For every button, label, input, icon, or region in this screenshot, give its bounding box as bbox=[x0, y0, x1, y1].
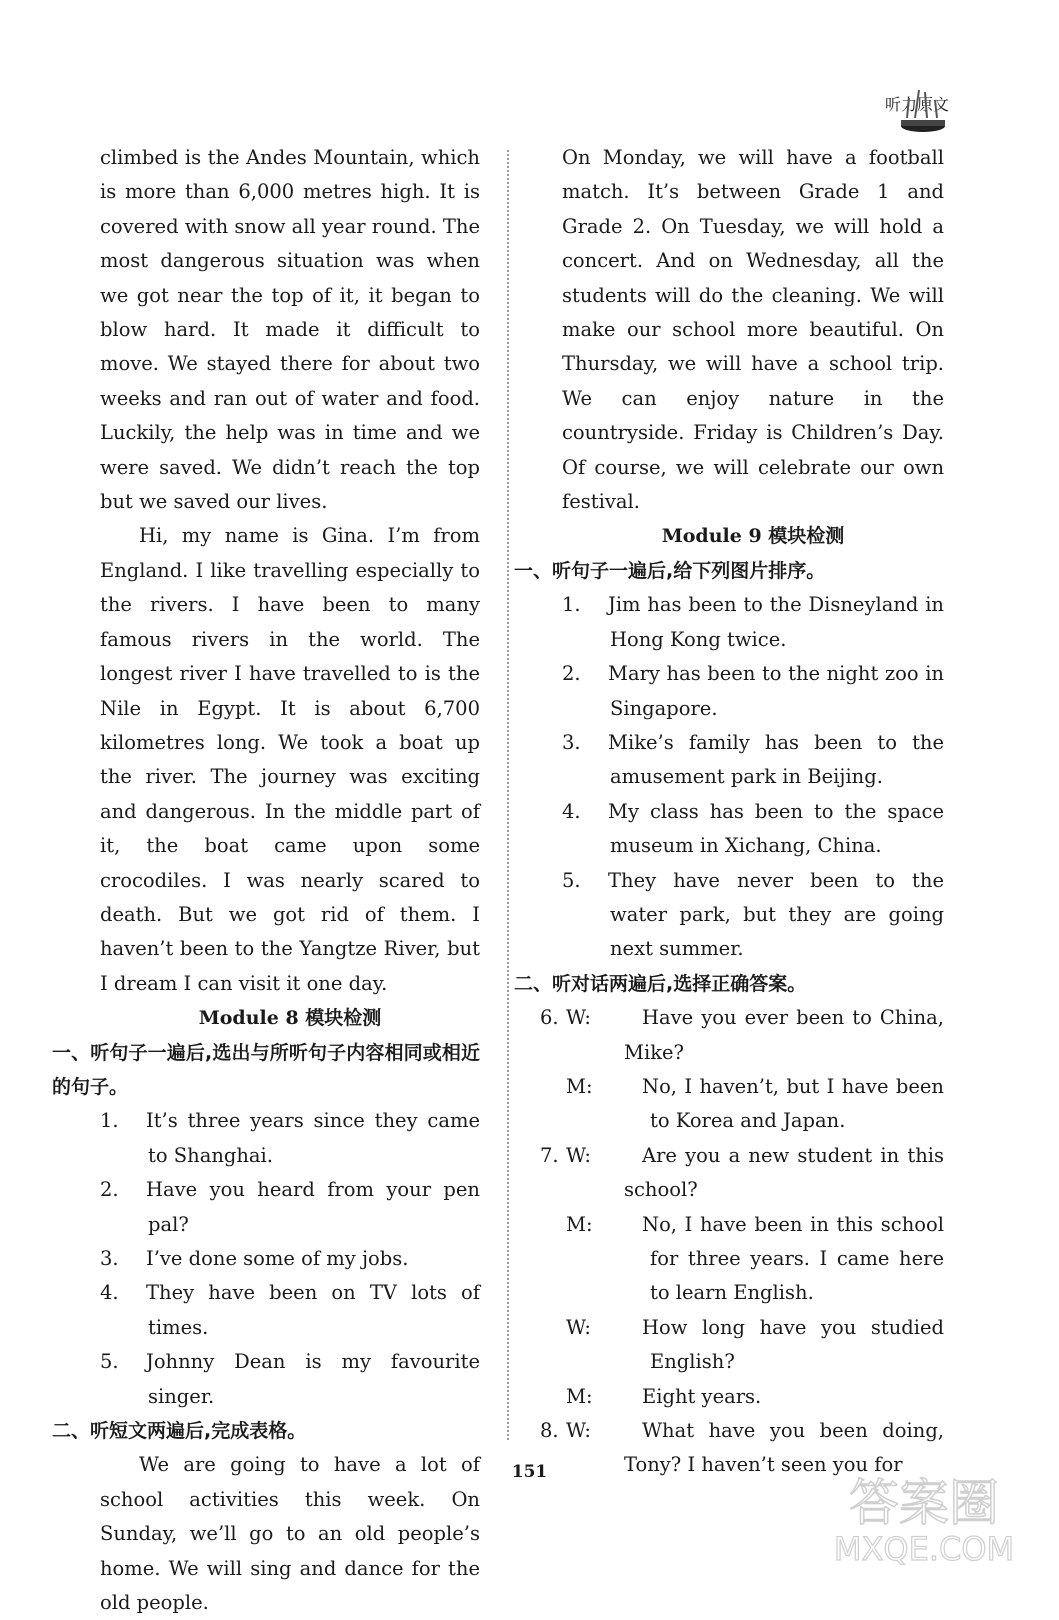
header-ornament-icon bbox=[899, 84, 947, 134]
watermark-url: MXQE.COM bbox=[833, 1530, 1015, 1568]
dialog-line: 6. W: Have you ever been to China, Mike? bbox=[540, 1006, 944, 1064]
dialog-line: W: How long have you studied English? bbox=[566, 1315, 944, 1374]
left-column bbox=[52, 141, 480, 1620]
list-item: 4. They have been on TV lots of times. bbox=[100, 1281, 480, 1339]
dialog-line: 8. W: What have you been doing, Tony? I haven’t seen you for bbox=[540, 1419, 944, 1477]
watermark-text: 答案圈 bbox=[849, 1474, 999, 1532]
watermark-logo bbox=[819, 1465, 1029, 1570]
dialog-line: 7. W: Are you a new student in this school? bbox=[540, 1143, 944, 1202]
list-item: 1. Jim has been to the Disneyland in Hong Kong twice. bbox=[562, 593, 944, 651]
module-9-heading: Module 9 模块检测 bbox=[661, 525, 845, 548]
paragraph: On Monday, we will have a football match. It’s between Grade 1 and Grade 2. On Tuesday, we will hold a concert. And on Wednesday, all the students will do the cleaning. We will make our school more beautiful. On Thursday, we will have a school trip. We can enjoy nature in the countryside. Friday is Children’s Day. Of course, we will celebrate our own festival. bbox=[562, 146, 944, 514]
module-8-heading: Module 8 模块检测 bbox=[198, 1007, 382, 1030]
list-item: 5. Johnny Dean is my favourite singer. bbox=[100, 1350, 480, 1408]
list-item: 3. I’ve done some of my jobs. bbox=[100, 1247, 409, 1270]
paragraph: We are going to have a lot of school activities this week. On Sunday, we’ll go to an old people’s home. We will sing and dance for the old people. bbox=[100, 1453, 480, 1615]
section-instruction: 二、听对话两遍后,选择正确答案。 bbox=[514, 972, 807, 995]
list-item: 3. Mike’s family has been to the amusement park in Beijing. bbox=[562, 730, 944, 789]
list-item: 4. My class has been to the space museum in Xichang, China. bbox=[562, 799, 944, 858]
list-item: 2. Mary has been to the night zoo in Singapore. bbox=[562, 662, 944, 720]
column-divider bbox=[507, 150, 509, 1440]
dialog-line: M: No, I have been in this school for three years. I came here to learn English. bbox=[566, 1212, 944, 1305]
list-item: 2. Have you heard from your pen pal? bbox=[100, 1178, 480, 1236]
list-item: 5. They have never been to the water park, but they are going next summer. bbox=[562, 868, 944, 961]
list-item: 1. It’s three years since they came to Shanghai. bbox=[100, 1109, 480, 1167]
paragraph: Hi, my name is Gina. I’m from England. I like travelling especially to the rivers. I have been to many famous rivers in the world. The longest river I have travelled to is the Nile in Egypt. It is about 6,700 kilometres long. We took a boat up the river. The journey was exciting and dangerous. In the middle part of it, the boat came upon some crocodiles. I was nearly scared to death. But we got rid of them. I haven’t been to the Yangtze River, but I dream I can visit it one day. bbox=[100, 524, 480, 995]
section-instruction: 一、听句子一遍后,选出与所听句子内容相同或相近的句子。 bbox=[52, 1041, 480, 1098]
dialog-line: M: Eight years. bbox=[566, 1384, 762, 1408]
section-instruction: 二、听短文两遍后,完成表格。 bbox=[52, 1420, 307, 1443]
running-header: 听力原文 bbox=[884, 95, 949, 114]
page-number: 151 bbox=[511, 1462, 548, 1482]
paragraph: climbed is the Andes Mountain, which is more than 6,000 metres high. It is covered with snow all year round. The most dangerous situation was when we got near the top of it, it began to blow hard. It made it difficult to move. We stayed there for about two weeks and ran out of water and food. Luckily, the help was in time and we were saved. We didn’t reach the top but we saved our lives. bbox=[100, 146, 480, 514]
dialog-line: M: No, I haven’t, but I have been to Korea and Japan. bbox=[566, 1074, 944, 1133]
section-instruction: 一、听句子一遍后,给下列图片排序。 bbox=[514, 559, 826, 582]
